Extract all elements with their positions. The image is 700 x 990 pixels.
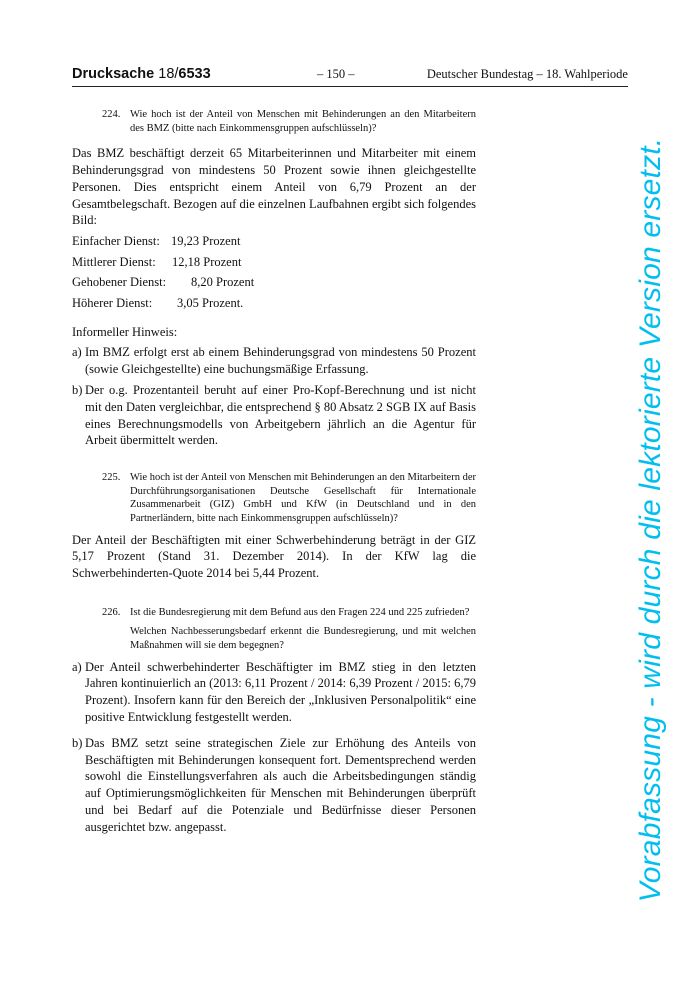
table-row: Einfacher Dienst: 19,23 Prozent — [72, 234, 241, 249]
main-content — [72, 108, 476, 836]
answer-224-intro: Das BMZ beschäftigt derzeit 65 Mitarbeiterinnen und Mitarbeiter mit einem Behinderungsgrad von mindestens 50 Prozent sowie ihnen gleichgestellte Personen. Dies entspricht einem Anteil von 6,79 Prozent an der Gesamtbelegschaft. Bezogen auf die einzelnen Laufbahnen ergibt sich folgendes Bild: — [72, 146, 476, 228]
table-row: Gehobener Dienst: 8,20 Prozent — [72, 275, 255, 290]
document-number: Drucksache 18/6533 — [72, 66, 211, 82]
answer-226-b: b) Das BMZ setzt seine strategischen Ziele zur Erhöhung des Anteils von Beschäftigten mit Behinderungen konsequent fort. Dementsprechend werden sowohl die Einstellungsverfahren als auch die Arbeitsbedingungen ständig auf Optimierungsmöglichkeiten für Menschen mit Behinderungen überprüft und bei Bedarf auf die Potenziale und Bedürfnisse dieser Personen ausgerichtet bzw. angepasst. — [72, 735, 476, 834]
question-224: 224. Wie hoch ist der Anteil von Menschen mit Behinderungen an den Mitarbeitern des BMZ (bitte nach Einkommensgruppen aufschlüsseln)? — [102, 109, 476, 134]
hint-a: a) Im BMZ erfolgt erst ab einem Behinderungsgrad von mindestens 50 Prozent (sowie Gleichgestellte) eine buchungsmäßige Erfassung. — [72, 345, 476, 377]
hint-b: b) Der o.g. Prozentanteil beruht auf einer Pro-Kopf-Berechnung und ist nicht mit den Daten vergleichbar, die entsprechend § 80 Absatz 2 SGB IX auf Basis eines Berechnungsmodells von Arbeitgebern jährlich an die Agentur für Arbeit übermittelt werden. — [72, 382, 476, 448]
parliament-label: Deutscher Bundestag – 18. Wahlperiode — [426, 67, 628, 81]
table-row: Höherer Dienst: 3,05 Prozent. — [72, 295, 244, 310]
question-225: 225. Wie hoch ist der Anteil von Menschen mit Behinderungen an den Mitarbeitern der Durchführungsorganisationen Deutsche Gesellschaft für Internationale Zusammenarbeit (GIZ) GmbH und KfW (in Deutschland und in den Partnerländern, bitte nach Einkommensgruppen aufschlüsseln)? — [102, 472, 476, 524]
answer-225: Der Anteil der Beschäftigten mit einer Schwerbehinderung beträgt in der GIZ 5,17 Prozent (Stand 31. Dezember 2014). In der KfW lag die Schwerbehinderten-Quote 2014 bei 5,44 Prozent. — [72, 532, 476, 581]
answer-226-a: a) Der Anteil schwerbehinderter Beschäftigter im BMZ stieg in den letzten Jahren kontinuierlich an (2013: 6,11 Prozent / 2014: 6,39 Prozent / 2015: 6,79 Prozent). Insofern kann für den Bereich der „Inklusiven Personalpolitik“ eine positive Entwicklung festgestellt werden. — [72, 659, 476, 725]
page-number: – 150 – — [317, 67, 355, 81]
page-header — [72, 66, 628, 87]
hint-title: Informeller Hinweis: — [72, 324, 178, 339]
question-226: 226. Ist die Bundesregierung mit dem Befund aus den Fragen 224 und 225 zufrieden? Welchen Nachbesserungsbedarf erkennt die Bundesregierung, und mit welchen Maßnahmen will sie dem begegnen? — [102, 606, 476, 652]
career-table — [72, 233, 476, 315]
table-row: Mittlerer Dienst: 12,18 Prozent — [72, 254, 242, 269]
